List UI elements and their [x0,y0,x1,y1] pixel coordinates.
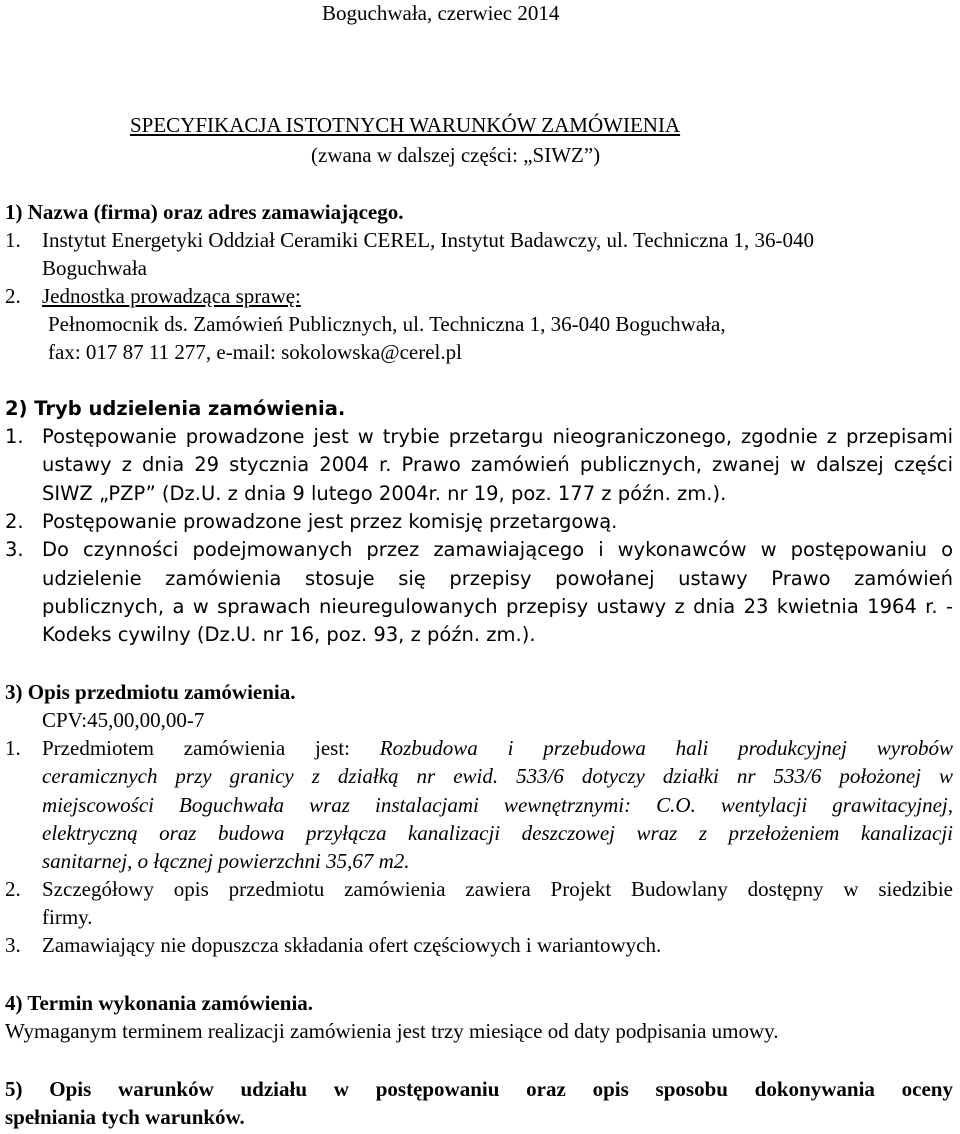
s3-item-1-line-1 [42,735,953,761]
s2-item-1-number: 1. [5,425,24,448]
s2-item-3-line-4: Kodeks cywilny (Dz.U. nr 16, poz. 93, z późn. zm.). [42,623,536,646]
s3-item-1-number: 1. [5,736,21,760]
section-4-heading: 4) Termin wykonania zamówienia. [5,991,314,1015]
s2-item-3-line-1: Do czynności podejmowanych przez zamawiającego i wykonawców w postępowaniu o [42,538,953,561]
s3-item-2-line-1: Szczegółowy opis przedmiotu zamówienia zawiera Projekt Budowlany dostępny w siedzibie [42,877,953,901]
s2-item-3-number: 3. [5,538,24,561]
s3-item-3-line-1: Zamawiający nie dopuszcza składania ofert częściowych i wariantowych. [42,933,662,957]
s3-item-1-line-4: elektryczną oraz budowa przyłącza kanalizacji deszczowej wraz z przełożeniem kanalizacji [42,821,953,845]
section-3-heading: 3) Opis przedmiotu zamówienia. [5,680,296,704]
cpv-code: CPV:45,00,00,00-7 [42,708,205,732]
s3-item-1-line-2: ceramicznych przy granicy z działką nr ewid. 533/6 dotyczy działki nr 533/6 położonej w [42,764,953,788]
section-1-heading: 1) Nazwa (firma) oraz adres zamawiającego. [5,200,404,224]
document-subtitle: (zwana w dalszej części: „SIWZ”) [311,143,601,167]
s2-item-1-line-3: SIWZ „PZP” (Dz.U. z dnia 9 lutego 2004r. nr 19, poz. 177 z późn. zm.). [42,482,727,505]
s1-item-2-line-1: Pełnomocnik ds. Zamówień Publicznych, ul. Techniczna 1, 36-040 Boguchwała, [48,312,726,336]
s1-item-2-number: 2. [5,284,21,308]
s3-item-2-line-2: firmy. [42,905,93,929]
s1-item-2-line-2: fax: 017 87 11 277, e-mail: sokolowska@cerel.pl [48,340,462,364]
document-title: SPECYFIKACJA ISTOTNYCH WARUNKÓW ZAMÓWIENIA [130,113,681,137]
s4-text: Wymaganym terminem realizacji zamówienia jest trzy miesiące od daty podpisania umowy. [5,1019,779,1043]
s1-item-2-label: Jednostka prowadząca sprawę: [42,284,301,308]
s2-item-2-number: 2. [5,510,24,533]
s2-item-3-line-2: udzielenie zamówienia stosuje się przepisy powołanej ustawy Prawo zamówień [42,567,953,590]
s1-item-1-line-2: Boguchwała [42,256,147,280]
section-2-heading: 2) Tryb udzielenia zamówienia. [5,397,346,420]
place-date: Boguchwała, czerwiec 2014 [322,1,560,25]
s3-item-3-number: 3. [5,933,21,957]
s2-item-1-line-2: ustawy z dnia 29 stycznia 2004 r. Prawo zamówień publicznych, zwanej w dalszej części [42,453,953,476]
s2-item-2-line-1: Postępowanie prowadzone jest przez komisję przetargową. [42,510,618,533]
s2-item-3-line-3: publicznych, a w sprawach nieuregulowanych przepisy ustawy z dnia 23 kwietnia 1964 r. - [42,595,953,618]
s3-item-1-italic: Rozbudowa i przebudowa hali produkcyjnej wyrobów [379,736,953,760]
s3-item-1-line-5: sanitarnej, o łącznej powierzchni 35,67 m2. [42,849,410,873]
s2-item-1-line-1: Postępowanie prowadzone jest w trybie przetargu nieograniczonego, zgodnie z przepisami [42,425,953,448]
section-5-heading-line-1: 5) Opis warunków udziału w postępowaniu oraz opis sposobu dokonywania oceny [5,1077,953,1101]
s1-item-1-line-1: Instytut Energetyki Oddział Ceramiki CEREL, Instytut Badawczy, ul. Techniczna 1, 36-040 [42,228,815,252]
s3-item-1-line-3: miejscowości Boguchwała wraz instalacjami wewnętrznymi: C.O. wentylacji grawitacyjnej, [42,793,953,817]
s3-item-1-lead: Przedmiotem zamówienia jest: [42,736,380,760]
s1-item-1-number: 1. [5,228,21,252]
section-5-heading-line-2: spełniania tych warunków. [5,1105,245,1129]
s3-item-2-number: 2. [5,877,21,901]
